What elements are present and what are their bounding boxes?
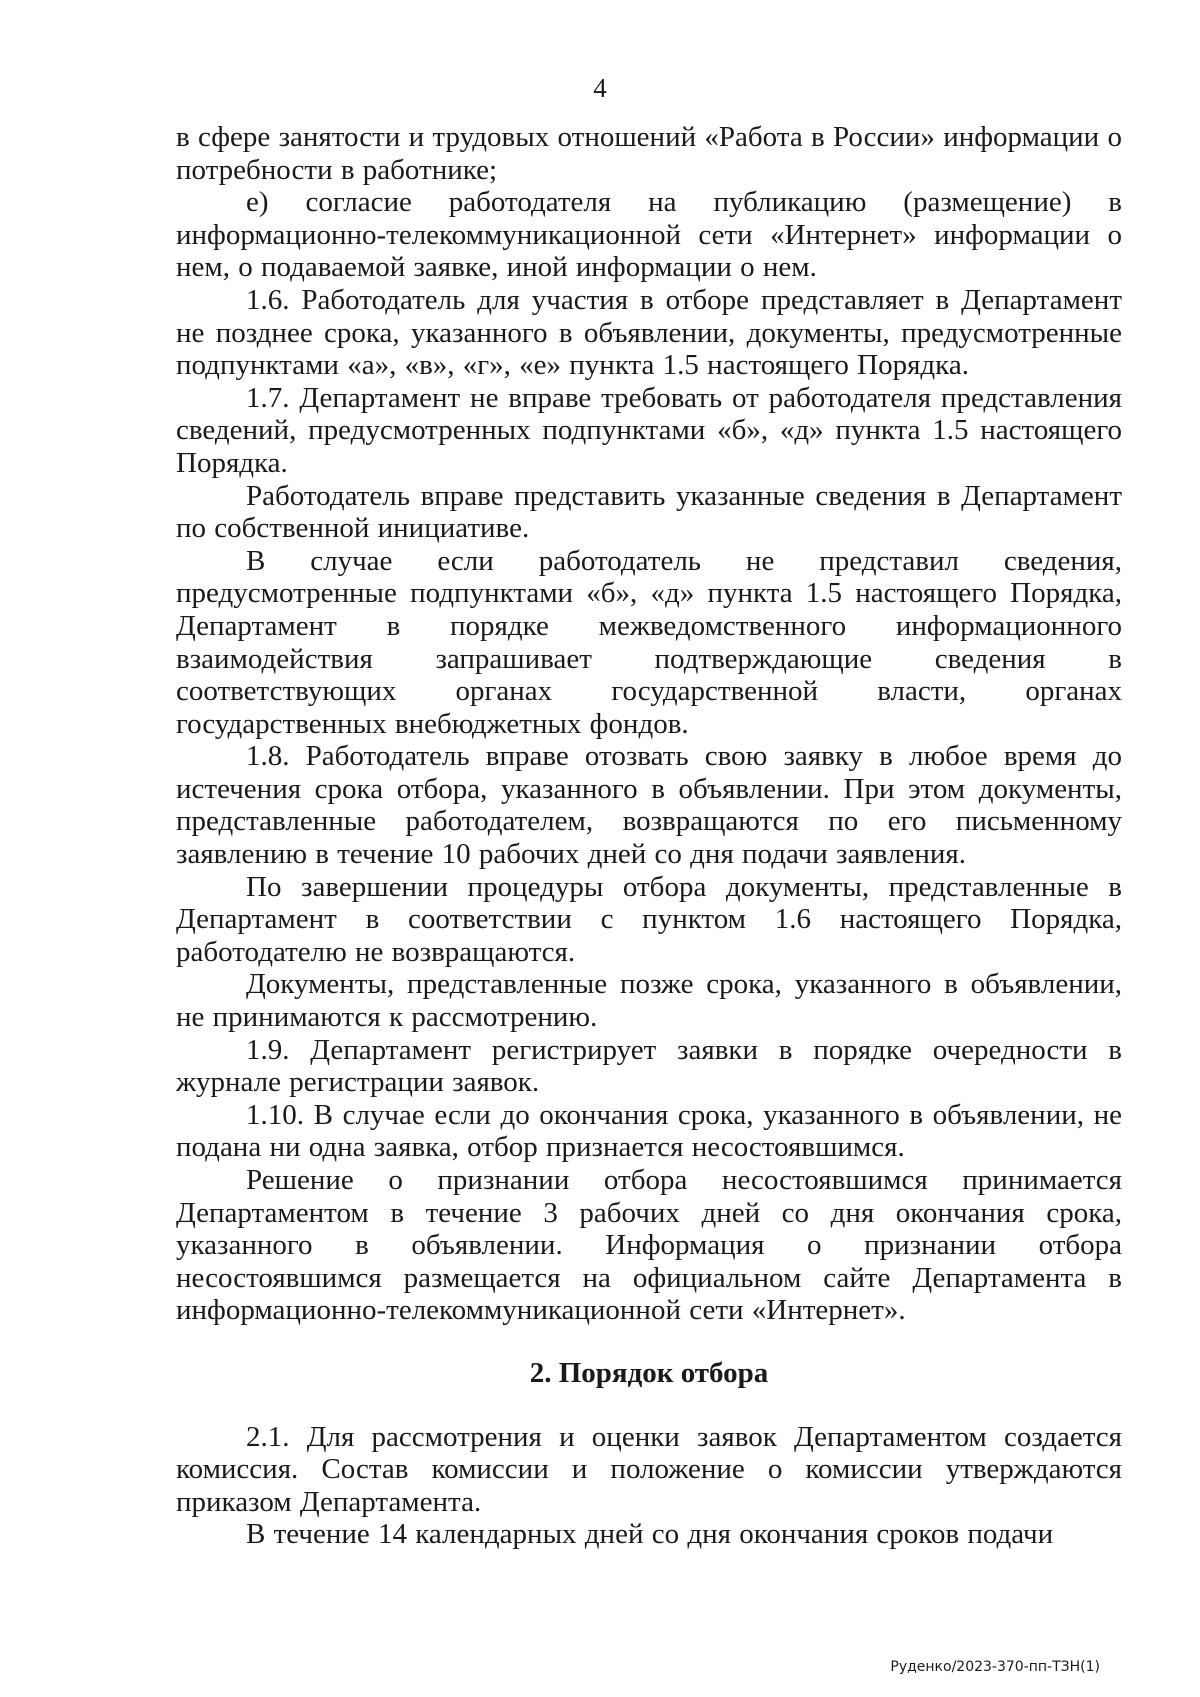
paragraph-item-e: е) согласие работодателя на публикацию (размещение) в информационно-телекоммуникационной сети «Интернет» информации о нем, о подаваемой заявке, иной информации о нем.	[176, 186, 1122, 284]
paragraph-1-7-initiative: Работодатель вправе представить указанные сведения в Департамент по собственной инициативе.	[176, 479, 1122, 545]
paragraph-1-7-request: В случае если работодатель не представил сведения, предусмотренные подпунктами «б», «д» пункта 1.5 настоящего Порядка, Департамент в порядке межведомственного информационного взаимодействия запрашивает подтверждающие сведения в соответствующих органах государственной власти, органах государственных внебюджетных фондов.	[176, 544, 1122, 740]
paragraph-1-10-decision: Решение о признании отбора несостоявшимся принимается Департаментом в течение 3 рабочих дней со дня окончания срока, указанного в объявлении. Информация о признании отбора несостоявшимся размещается на официальном сайте Департамента в информационно-телекоммуникационной сети «Интернет».	[176, 1164, 1122, 1327]
paragraph-1-7: 1.7. Департамент не вправе требовать от работодателя представления сведений, предусмотренных подпунктами «б», «д» пункта 1.5 настоящего Порядка.	[176, 381, 1122, 479]
page-number: 4	[593, 73, 607, 103]
paragraph-1-8-not-returned: По завершении процедуры отбора документы, представленные в Департамент в соответствии с пунктом 1.6 настоящего Порядка, работодателю не возвращаются.	[176, 870, 1122, 968]
paragraph-1-8: 1.8. Работодатель вправе отозвать свою заявку в любое время до истечения срока отбора, указанного в объявлении. При этом документы, представленные работодателем, возвращаются по его письменному заявлению в течение 10 рабочих дней со дня подачи заявления.	[176, 740, 1122, 871]
paragraph-1-6: 1.6. Работодатель для участия в отборе представляет в Департамент не позднее срока, указанного в объявлении, документы, предусмотренные подпунктами «а», «в», «г», «е» пункта 1.5 настоящего Порядка.	[176, 283, 1122, 382]
document-body	[176, 121, 1122, 1551]
paragraph-continuation: в сфере занятости и трудовых отношений «Работа в России» информации о потребности в работнике;	[176, 121, 1122, 186]
paragraph-2-1: 2.1. Для рассмотрения и оценки заявок Департаментом создается комиссия. Состав комиссии и положение о комиссии утверждаются приказом Департамента.	[176, 1420, 1122, 1518]
paragraph-2-1-deadline: В течение 14 календарных дней со дня окончания сроков подачи	[246, 1518, 1054, 1551]
paragraph-1-9: 1.9. Департамент регистрирует заявки в порядке очередности в журнале регистрации заявок.	[176, 1033, 1122, 1099]
section-heading: 2. Порядок отбора	[529, 1356, 769, 1389]
paragraph-1-8-late-documents: Документы, представленные позже срока, указанного в объявлении, не принимаются к рассмотрению.	[176, 968, 1122, 1034]
paragraph-1-10: 1.10. В случае если до окончания срока, указанного в объявлении, не подана ни одна заявка, отбор признается несостоявшимся.	[176, 1098, 1122, 1164]
document-registration-code: Руденко/2023-370-пп-ТЗН(1)	[890, 1659, 1100, 1675]
